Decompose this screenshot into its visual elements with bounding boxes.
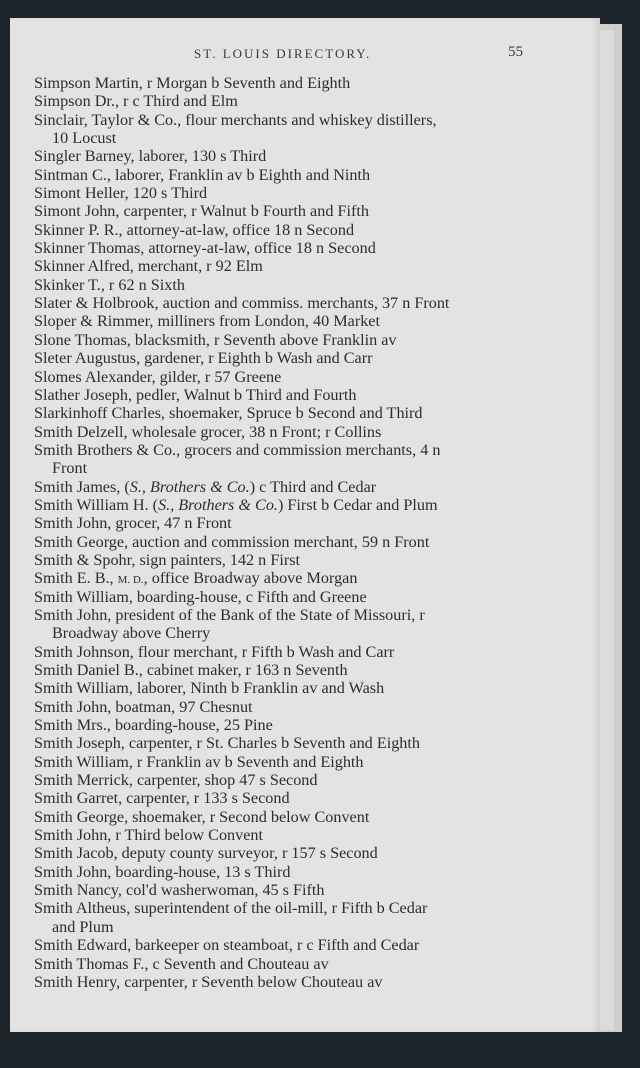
entry-text: Sinclair, Taylor & Co., flour merchants and whiskey distillers, [34,110,437,129]
directory-entry [34,386,539,404]
directory-entry [34,955,539,973]
entry-text: Skinker T., r 62 n Sixth [34,275,185,294]
entry-text: Broadway above Cherry [52,624,211,643]
directory-entry [34,643,539,661]
directory-entry [34,753,539,771]
entry-text: Smith Daniel B., cabinet maker, r 163 n Seventh [34,661,348,679]
directory-entry [34,899,539,917]
entry-text: Smith Mrs., boarding-house, 25 Pine [34,716,273,735]
directory-entry [34,294,539,312]
entry-text: Smith Garret, carpenter, r 133 s Second [34,789,290,808]
directory-entry [34,478,539,496]
directory-entry [34,771,539,789]
directory-entry [34,936,539,954]
entry-text: Simont John, carpenter, r Walnut b Fourth and Fifth [34,202,369,221]
entry-text: Smith William H. ( [34,495,159,514]
entry-text: and Plum [52,917,114,936]
directory-entry [34,844,539,862]
entry-text: Slomes Alexander, gilder, r 57 Greene [34,367,282,386]
directory-entry [34,257,539,275]
directory-entry [34,74,539,92]
entry-text: Smith Jacob, deputy county surveyor, r 157 s Second [34,844,378,863]
directory-entry [34,221,539,239]
entry-text: Front [52,459,88,478]
entry-continuation [34,624,539,642]
directory-entry [34,92,539,110]
entry-text: Smith Edward, barkeeper on steamboat, r c Fifth and Cedar [34,936,420,955]
directory-entry [34,202,539,220]
entry-text: Smith Thomas F., c Seventh and Chouteau av [34,954,329,973]
directory-entry [34,514,539,532]
entry-text: Slater & Holbrook, auction and commiss. merchants, 37 n Front [34,294,450,313]
directory-entry [34,588,539,606]
entry-text: , office Broadway above Morgan [143,569,358,588]
directory-entry [34,973,539,991]
entry-text: Smith Altheus, superintendent of the oil-mill, r Fifth b Cedar [34,899,428,918]
directory-entry [34,808,539,826]
entry-text: Smith Merrick, carpenter, shop 47 s Second [34,771,318,790]
entry-continuation [34,918,539,936]
page-number: 55 [508,44,523,60]
directory-entry [34,368,539,386]
directory-entry [34,184,539,202]
entry-text: Sintman C., laborer, Franklin av b Eighth and Ninth [34,165,371,184]
entry-text: Sloper & Rimmer, milliners from London, 40 Market [34,312,380,331]
entry-text: Singler Barney, laborer, 130 s Third [34,147,267,166]
directory-entry [34,239,539,257]
directory-entry [34,716,539,734]
entry-text: Smith Henry, carpenter, r Seventh below Chouteau av [34,972,383,991]
directory-entry [34,551,539,569]
entry-text: S., Brothers & Co. [158,495,278,514]
entry-text: Smith John, grocer, 47 n Front [34,514,232,533]
entry-text: Sleter Augustus, gardener, r Eighth b Wash and Carr [34,349,373,368]
directory-entry [34,606,539,624]
entry-text: Smith James, ( [34,477,130,496]
entry-text: Smith George, auction and commission merchant, 59 n Front [34,532,430,551]
directory-entry [34,826,539,844]
directory-entry [34,881,539,899]
entry-text: M. D. [117,574,144,587]
entry-text: Smith William, boarding-house, c Fifth and Greene [34,587,367,606]
directory-entry [34,404,539,422]
entry-text: Smith E. B., [34,569,118,588]
entry-text: Smith John, r Third below Convent [34,826,264,845]
entry-text: Simpson Dr., r c Third and Elm [34,92,238,111]
entry-text: Simont Heller, 120 s Third [34,184,208,203]
directory-entry [34,863,539,881]
directory-entry [34,698,539,716]
directory-entry [34,679,539,697]
entry-text: Smith George, shoemaker, r Second below Convent [34,807,370,826]
entry-text: ) First b Cedar and Plum [277,495,438,514]
directory-entry [34,276,539,294]
entry-text: Smith John, president of the Bank of the State of Missouri, r [34,605,425,624]
entry-text: Smith William, laborer, Ninth b Franklin av and Wash [34,679,385,698]
entry-text: ) c Third and Cedar [249,477,377,496]
entry-text: Skinner Alfred, merchant, r 92 Elm [34,257,263,276]
entry-text: 10 Locust [52,129,117,148]
entry-text: S., Brothers & Co. [129,477,250,496]
directory-entry [34,441,539,459]
directory-entry [34,569,539,587]
page-header [10,46,600,66]
entry-text: Simpson Martin, r Morgan b Seventh and Eighth [34,74,351,92]
entry-text: Smith Joseph, carpenter, r St. Charles b Seventh and Eighth [34,734,420,753]
entry-text: Smith Delzell, wholesale grocer, 38 n Front; r Collins [34,422,382,441]
directory-entry [34,147,539,165]
directory-entry [34,111,539,129]
directory-entry [34,423,539,441]
entry-text: Smith John, boatman, 97 Chesnut [34,697,253,716]
directory-entry [34,166,539,184]
directory-entry [34,734,539,752]
entry-continuation [34,459,539,477]
page-edge [600,30,614,1030]
directory-entry [34,533,539,551]
directory-entry [34,331,539,349]
book-page [10,18,600,1032]
directory-entry [34,496,539,514]
entry-text: Skinner P. R., attorney-at-law, office 18 n Second [34,220,355,239]
entry-text: Smith John, boarding-house, 13 s Third [34,862,291,881]
entry-text: Slarkinhoff Charles, shoemaker, Spruce b Second and Third [34,404,423,423]
entry-text: Slather Joseph, pedler, Walnut b Third and Fourth [34,385,357,404]
entry-text: Smith Brothers & Co., grocers and commission merchants, 4 n [34,440,441,459]
directory-entry [34,312,539,330]
entry-text: Smith William, r Franklin av b Seventh and Eighth [34,752,364,771]
directory-entries [34,74,539,991]
running-title: ST. LOUIS DIRECTORY. [194,46,372,61]
entry-text: Skinner Thomas, attorney-at-law, office 18 n Second [34,239,376,258]
entry-text: Slone Thomas, blacksmith, r Seventh above Franklin av [34,330,397,349]
directory-entry [34,661,539,679]
directory-entry [34,349,539,367]
entry-continuation [34,129,539,147]
entry-text: Smith & Spohr, sign painters, 142 n First [34,550,301,569]
entry-text: Smith Johnson, flour merchant, r Fifth b Wash and Carr [34,642,395,661]
directory-entry [34,789,539,807]
entry-text: Smith Nancy, col'd washerwoman, 45 s Fifth [34,881,325,900]
